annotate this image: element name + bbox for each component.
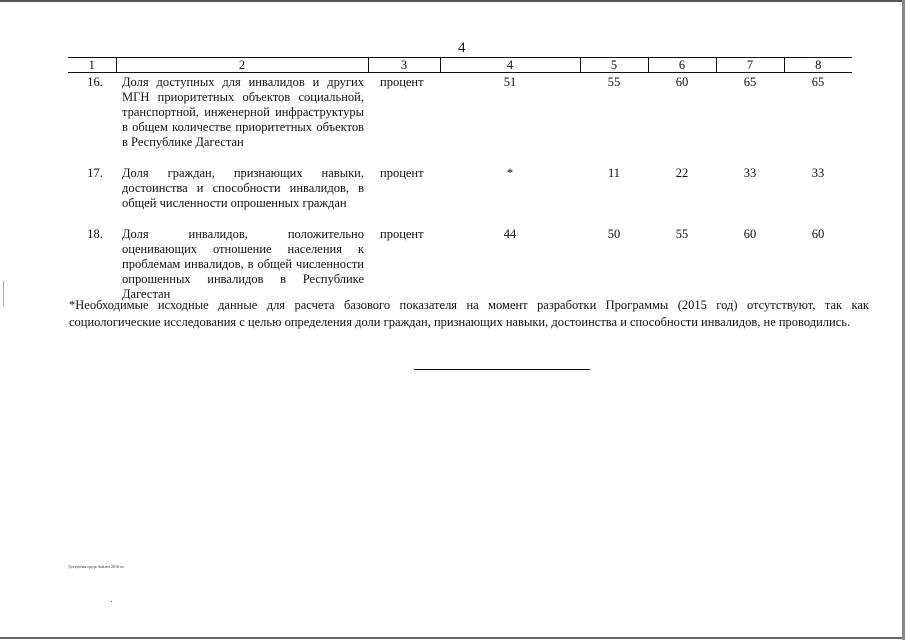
column-header: 1 <box>68 58 116 73</box>
column-header: 6 <box>648 58 716 73</box>
value-cell: 60 <box>675 75 689 89</box>
column-header: 3 <box>368 58 440 73</box>
table-row <box>68 224 852 302</box>
value-cell: * <box>506 166 514 180</box>
value-cell: 65 <box>743 75 757 89</box>
column-header: 7 <box>716 58 784 73</box>
value-cell: 50 <box>607 227 621 241</box>
footnote: *Необходимые исходные данные для расчета базового показателя на момент разработки Программы (2015 год) отсутствуют, так как социологические исследования с целью определения доли граждан, признающих навыки, достоинства и способности инвалидов, не проводились. <box>69 298 869 329</box>
indicators-table <box>68 57 852 302</box>
column-header: 2 <box>116 58 368 73</box>
file-label: Доступная среда Анализ 2016-ns <box>68 564 124 569</box>
value-cell: 60 <box>743 227 757 241</box>
unit-cell: процент <box>380 166 424 180</box>
value-cell: 55 <box>675 227 689 241</box>
indicators-table-wrapper <box>68 57 852 302</box>
value-cell: 11 <box>607 166 621 180</box>
value-cell: 55 <box>607 75 621 89</box>
value-cell: 44 <box>503 227 517 241</box>
unit-cell: процент <box>380 75 424 89</box>
unit-cell: процент <box>380 227 424 241</box>
scan-speck <box>111 601 112 602</box>
value-cell: 33 <box>811 166 825 180</box>
column-header: 5 <box>580 58 648 73</box>
value-cell: 60 <box>811 227 825 241</box>
column-header: 8 <box>784 58 852 73</box>
row-number: 17. <box>87 166 103 180</box>
page-number: 4 <box>458 40 466 56</box>
table-header-row <box>68 58 852 73</box>
value-cell: 51 <box>503 75 517 89</box>
indicator-name: Доля инвалидов, положительно оценивающих отношение населения к проблемам инвалидов, в общей численности опрошенных инвалидов в Республике Дагестан <box>122 227 364 301</box>
value-cell: 22 <box>675 166 689 180</box>
scan-mark <box>3 281 4 306</box>
column-header: 4 <box>440 58 580 73</box>
scan-edge-top <box>0 0 905 2</box>
value-cell: 65 <box>811 75 825 89</box>
scan-edge-bottom <box>0 637 905 639</box>
indicator-name: Доля доступных для инвалидов и других МГН приоритетных объектов социальной, транспортной, инженерной инфраструктуры в общем количестве приоритетных объектов в Республике Дагестан <box>122 75 364 149</box>
row-number: 18. <box>87 227 103 241</box>
indicator-name: Доля граждан, признающих навыки, достоинства и способности инвалидов, в общей численности опрошенных граждан <box>122 166 364 210</box>
row-number: 16. <box>87 75 103 89</box>
value-cell: 33 <box>743 166 757 180</box>
table-row <box>68 163 852 224</box>
table-row <box>68 73 852 164</box>
end-of-document-rule <box>414 369 590 370</box>
